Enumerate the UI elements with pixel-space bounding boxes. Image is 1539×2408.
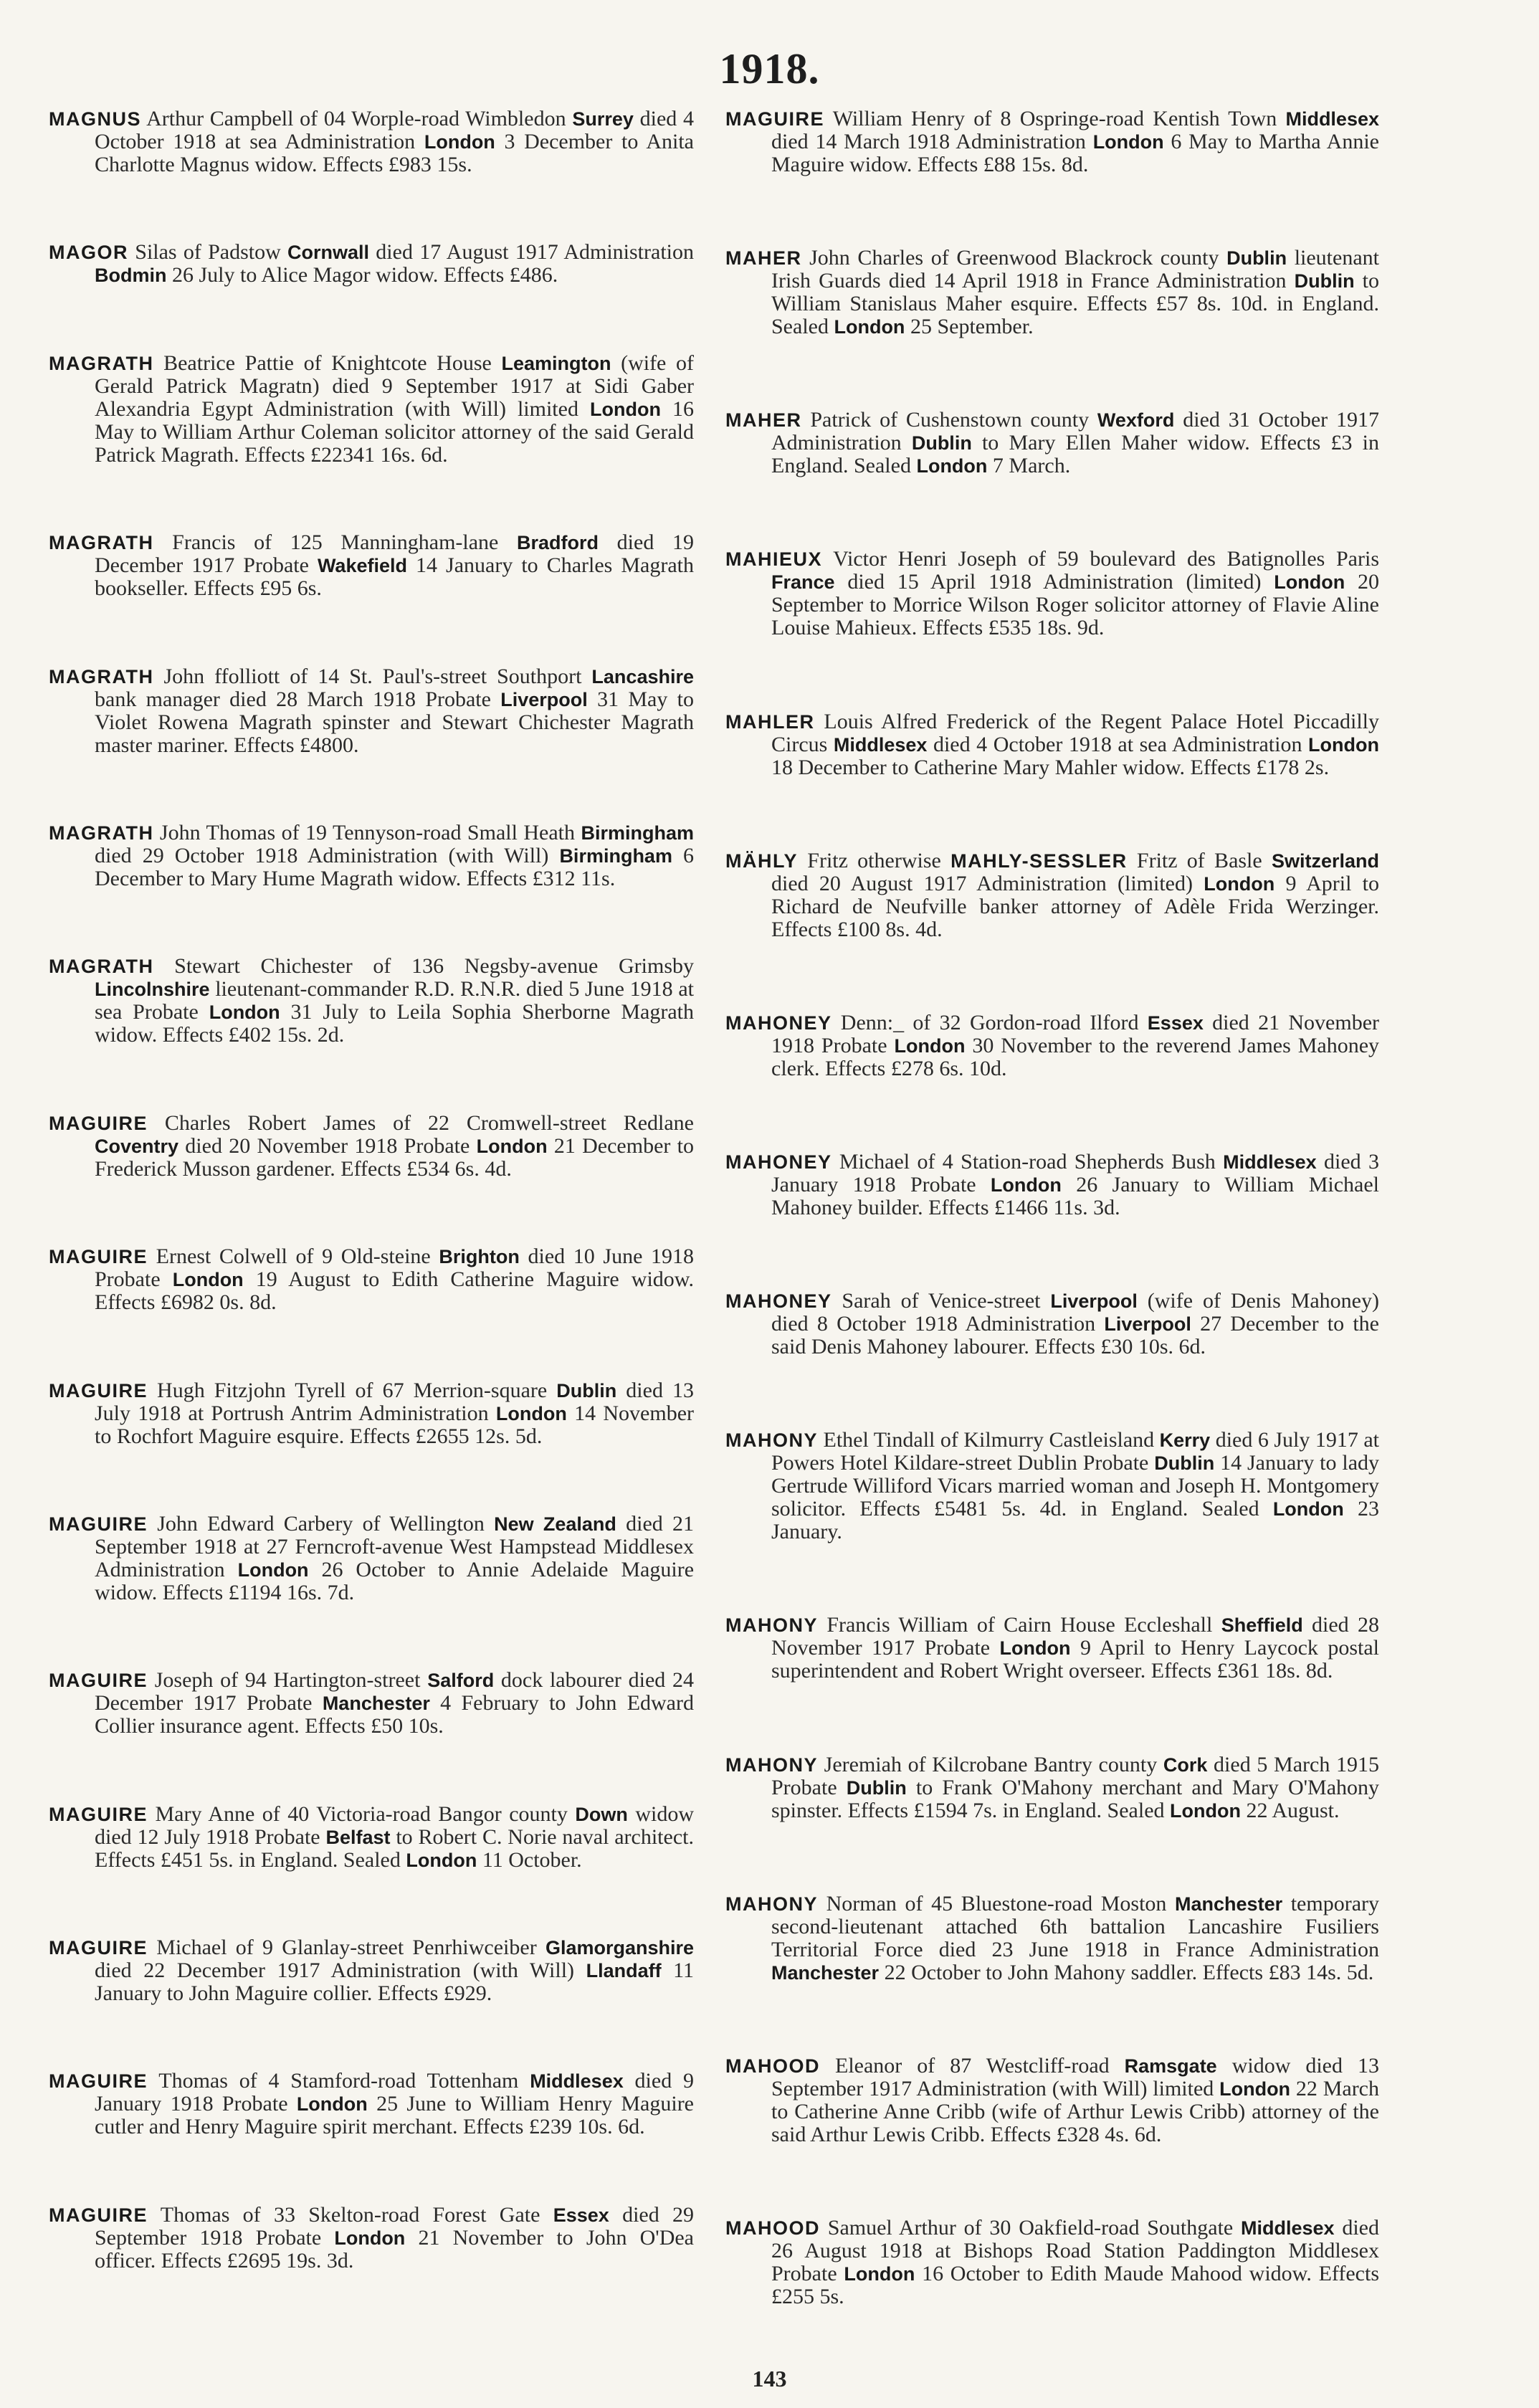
entry-text: Victor Henri Joseph of 59 boulevard des Batignolles Paris bbox=[822, 547, 1379, 571]
entry-text: Jeremiah of Kilcrobane Bantry county bbox=[818, 1752, 1163, 1776]
entry-text: 14 January to Charles Magrath bookseller. Effects £95 6s. bbox=[95, 553, 694, 601]
entry-place: Lancashire bbox=[591, 665, 694, 687]
entry-place: Dublin bbox=[1154, 1452, 1215, 1475]
entry-place: Brighton bbox=[439, 1246, 520, 1268]
entry-surname: MÄHLY bbox=[725, 850, 799, 872]
entry-place: London bbox=[894, 1034, 966, 1057]
entry-place: Essex bbox=[1147, 1012, 1204, 1034]
entry-text: Louis Alfred Frederick of the Regent Palace Hotel Piccadilly Circus bbox=[771, 709, 1379, 756]
entry-text: 25 September. bbox=[905, 315, 1034, 339]
page-number: 143 bbox=[752, 2366, 787, 2392]
entry-text: died 10 June 1918 Probate bbox=[95, 1245, 695, 1292]
entry-place: Manchester bbox=[322, 1693, 430, 1715]
entry-text: 26 October to Annie Adelaide Maguire widow. Effects £1194 16s. 7d. bbox=[95, 1557, 695, 1604]
entry-place: Middlesex bbox=[1241, 2217, 1335, 2239]
entry-text: died 15 April 1918 Administration (limited) bbox=[834, 570, 1274, 594]
entry-place: London bbox=[296, 2093, 368, 2116]
register-entry bbox=[725, 108, 1379, 176]
entry-place: Dublin bbox=[556, 1379, 617, 1402]
entry-place: London bbox=[1219, 2078, 1291, 2100]
entry-surname: MAGRATH bbox=[49, 822, 154, 844]
entry-text: died 14 March 1918 Administration bbox=[771, 130, 1093, 153]
register-entry bbox=[725, 2055, 1379, 2146]
entry-text: Ernest Colwell of 9 Old-steine bbox=[148, 1245, 439, 1269]
register-entry bbox=[725, 409, 1379, 477]
entry-place: London bbox=[172, 1269, 244, 1291]
entry-text: 14 January to lady Gertrude Williford Vicars married woman and Joseph H. Montgomery solicitor. Effects £5481 5s. 4d. in England. Sealed bbox=[771, 1451, 1380, 1521]
entry-text: 9 April to Richard de Neufville banker attorney of Adèle Frida Werzinger. Effects £100 8s. 4d. bbox=[771, 871, 1379, 941]
entry-text: 4 February to John Edward Collier insurance agent. Effects £50 10s. bbox=[95, 1691, 694, 1738]
entry-text: 6 December to Mary Hume Magrath widow. Effects £312 11s. bbox=[95, 843, 695, 890]
register-entry bbox=[49, 1803, 694, 1872]
register-entry bbox=[49, 1379, 694, 1448]
register-entry bbox=[725, 1012, 1379, 1080]
entry-place: Leamington bbox=[501, 352, 611, 374]
entry-text: 9 April to Henry Laycock postal superintendent and Robert Wright overseer. Effects £361 18s. 8d. bbox=[771, 1636, 1379, 1683]
entry-place: London bbox=[834, 316, 905, 338]
entry-surname: MAGUIRE bbox=[49, 1379, 148, 1402]
entry-text: Michael of 9 Glanlay-street Penrhiwceiber bbox=[148, 1936, 545, 1960]
entry-text: died 21 September 1918 at 27 Ferncroft-avenue West Hampstead Middlesex Administration bbox=[95, 1511, 695, 1581]
entry-text: bank manager died 28 March 1918 Probate bbox=[95, 687, 501, 711]
entry-surname: MAHER bbox=[725, 409, 802, 432]
entry-text: temporary second-lieutenant attached 6th battalion Lancashire Fusiliers Territorial Force died 23 June 1918 in France Administration bbox=[771, 1891, 1380, 1961]
entry-text: (wife of Gerald Patrick Magratn) died 9 September 1917 at Sidi Gaber Alexandria Egypt Administration (with Will) limited bbox=[95, 351, 694, 421]
left-column bbox=[49, 108, 694, 2273]
entry-text: Fritz otherwise bbox=[798, 848, 951, 872]
register-entry bbox=[49, 822, 694, 890]
entry-text: died 22 December 1917 Administration (with Will) bbox=[95, 1959, 586, 1983]
entry-text: Silas of Padstow bbox=[128, 240, 288, 265]
entry-surname: MAHIEUX bbox=[725, 548, 823, 571]
register-entry bbox=[725, 850, 1379, 941]
register-entry bbox=[725, 548, 1379, 639]
entry-text: 23 January. bbox=[771, 1497, 1380, 1544]
entry-place: London bbox=[1308, 733, 1379, 756]
entry-text: 22 August. bbox=[1241, 1798, 1340, 1822]
entry-place: Surrey bbox=[572, 108, 634, 130]
entry-place: Belfast bbox=[325, 1826, 391, 1848]
entry-place: Cornwall bbox=[287, 242, 370, 264]
entry-text: to Mary Ellen Maher widow. Effects £3 in England. Sealed bbox=[771, 431, 1379, 478]
entry-text: 26 January to William Michael Mahoney builder. Effects £1466 11s. 3d. bbox=[771, 1172, 1380, 1219]
register-entry bbox=[49, 241, 694, 287]
entry-place: London bbox=[1274, 571, 1345, 594]
register-entry bbox=[49, 108, 694, 176]
entry-text: 11 October. bbox=[477, 1847, 582, 1872]
entry-surname: MAHOOD bbox=[725, 2055, 820, 2077]
register-entry bbox=[725, 1429, 1379, 1543]
entry-surname: MAGUIRE bbox=[49, 1513, 148, 1535]
entry-place: Kerry bbox=[1159, 1429, 1211, 1452]
entry-text: Fritz of Basle bbox=[1127, 848, 1272, 872]
entry-text: died 28 November 1917 Probate bbox=[771, 1613, 1379, 1660]
entry-text: 18 December to Catherine Mary Mahler widow. Effects £178 2s. bbox=[771, 755, 1330, 779]
entry-text: 30 November to the reverend James Mahoney clerk. Effects £278 6s. 10d. bbox=[771, 1033, 1380, 1080]
entry-text: 6 May to Martha Annie Maguire widow. Effects £88 15s. 8d. bbox=[771, 130, 1379, 176]
entry-text: 22 March to Catherine Anne Cribb (wife of Arthur Lewis Cribb) attorney of the said Arthur Lewis Cribb. Effects £328 4s. 6d. bbox=[771, 2076, 1379, 2146]
entry-place: Manchester bbox=[1175, 1893, 1283, 1915]
entry-text: died 3 January 1918 Probate bbox=[771, 1149, 1379, 1196]
entry-text: 27 December to the said Denis Mahoney labourer. Effects £30 10s. 6d. bbox=[771, 1312, 1379, 1359]
entry-text: died 5 March 1915 Probate bbox=[771, 1752, 1379, 1799]
entry-text: John Thomas of 19 Tennyson-road Small Heath bbox=[153, 820, 581, 844]
entry-text: lieutenant Irish Guards died 14 April 1918 in France Administration bbox=[771, 246, 1379, 293]
entry-surname: MAGUIRE bbox=[49, 2070, 148, 2093]
register-entry bbox=[49, 2204, 694, 2273]
entry-text: John ffolliott of 14 St. Paul's-street Southport bbox=[153, 664, 592, 688]
entry-place: Middlesex bbox=[530, 2070, 624, 2093]
entry-place: London bbox=[237, 1558, 309, 1581]
entry-place: Dublin bbox=[911, 432, 972, 455]
entry-text: Beatrice Pattie of Knightcote House bbox=[153, 351, 502, 375]
entry-text: Thomas of 33 Skelton-road Forest Gate bbox=[148, 2202, 553, 2227]
entry-place: London bbox=[590, 398, 661, 420]
entry-surname: MAHOOD bbox=[725, 2217, 820, 2239]
entry-text: William Henry of 8 Ospringe-road Kentish Town bbox=[824, 107, 1286, 130]
entry-text: lieutenant-commander R.D. R.N.R. died 5 June 1918 at sea Probate bbox=[95, 977, 694, 1024]
entry-text: dock labourer died 24 December 1917 Probate bbox=[95, 1668, 694, 1715]
register-entry bbox=[49, 1936, 694, 2005]
entry-surname: MAHLER bbox=[725, 710, 815, 733]
entry-place: Liverpool bbox=[1050, 1290, 1138, 1313]
entry-surname: MAGUIRE bbox=[49, 1670, 148, 1692]
entry-surname: MAHONEY bbox=[725, 1151, 832, 1173]
entry-surname: MAGUIRE bbox=[49, 1937, 148, 1959]
register-entry bbox=[49, 1112, 694, 1181]
entry-surname: MAGRATH bbox=[49, 532, 154, 554]
entry-surname: MAGUIRE bbox=[49, 1246, 148, 1268]
entry-surname: MAHER bbox=[725, 247, 802, 270]
entry-place: Llandaff bbox=[586, 1960, 662, 1982]
entry-text: John Edward Carbery of Wellington bbox=[148, 1511, 495, 1536]
entry-place: Birmingham bbox=[559, 844, 672, 867]
register-entry bbox=[725, 1290, 1379, 1358]
entry-text: died 4 October 1918 at sea Administration bbox=[927, 732, 1309, 756]
register-entry bbox=[49, 2070, 694, 2138]
entry-place: Coventry bbox=[95, 1135, 179, 1157]
entry-text: Francis of 125 Manningham-lane bbox=[153, 530, 518, 555]
entry-place: London bbox=[844, 2262, 915, 2285]
entry-text: 31 May to Violet Rowena Magrath spinster and Stewart Chichester Magrath master mariner. Effects £4800. bbox=[95, 687, 694, 757]
register-entry bbox=[725, 247, 1379, 338]
entry-surname: MAGNUS bbox=[49, 108, 141, 130]
entry-text: widow died 13 September 1917 Administration (with Will) limited bbox=[771, 2053, 1379, 2100]
register-entry bbox=[725, 1753, 1379, 1822]
entry-place: Down bbox=[575, 1803, 628, 1825]
entry-place: Liverpool bbox=[500, 688, 588, 710]
entry-text: Mary Anne of 40 Victoria-road Bangor county bbox=[148, 1802, 576, 1826]
entry-place: Cork bbox=[1163, 1753, 1208, 1776]
entry-text: died 20 November 1918 Probate bbox=[178, 1133, 477, 1158]
entry-text: Francis William of Cairn House Eccleshall bbox=[818, 1613, 1221, 1637]
entry-text: died 26 August 1918 at Bishops Road Station Paddington Middlesex Probate bbox=[771, 2215, 1379, 2285]
entry-text: Eleanor of 87 Westcliff-road bbox=[820, 2053, 1125, 2078]
entry-place: London bbox=[1272, 1498, 1344, 1521]
entry-text: 21 November to John O'Dea officer. Effects £2695 19s. 3d. bbox=[95, 2225, 694, 2273]
entry-text: Hugh Fitzjohn Tyrell of 67 Merrion-square bbox=[148, 1378, 557, 1402]
entry-surname: MAGRATH bbox=[49, 956, 154, 978]
register-entry bbox=[49, 1245, 694, 1314]
entry-text: died 29 September 1918 Probate bbox=[95, 2202, 695, 2250]
entry-text: Patrick of Cushenstown county bbox=[801, 408, 1097, 432]
entry-text: (wife of Denis Mahoney) died 8 October 1918 Administration bbox=[771, 1289, 1379, 1336]
entry-surname: MAGRATH bbox=[49, 352, 154, 374]
entry-surname: MAHONEY bbox=[725, 1290, 832, 1313]
entry-place: Birmingham bbox=[581, 822, 694, 844]
entry-place: London bbox=[990, 1174, 1062, 1196]
register-entry bbox=[725, 1614, 1379, 1683]
entry-surname: MAGOR bbox=[49, 242, 128, 264]
entry-place: Sheffield bbox=[1221, 1614, 1303, 1637]
entry-place: London bbox=[916, 455, 988, 477]
entry-place: London bbox=[424, 131, 495, 153]
entry-text: 14 November to Rochfort Maguire esquire. Effects £2655 12s. 5d. bbox=[95, 1401, 694, 1448]
entry-text: died 13 July 1918 at Portrush Antrim Administration bbox=[95, 1378, 694, 1425]
entry-surname: MAGUIRE bbox=[49, 2204, 148, 2226]
entry-place: London bbox=[1092, 131, 1164, 153]
entry-place: London bbox=[406, 1849, 477, 1871]
entry-place: Switzerland bbox=[1271, 850, 1379, 872]
entry-text: Ethel Tindall of Kilmurry Castleisland bbox=[818, 1428, 1160, 1452]
entry-text: 22 October to John Mahony saddler. Effects £83 14s. 5d. bbox=[879, 1960, 1374, 1984]
entry-text: Charles Robert James of 22 Cromwell-street Redlane bbox=[148, 1110, 694, 1135]
register-entry bbox=[49, 1513, 694, 1604]
entry-place: Middlesex bbox=[1285, 108, 1379, 130]
entry-text: Stewart Chichester of 136 Negsby-avenue Grimsby bbox=[153, 954, 694, 979]
entry-place: Salford bbox=[427, 1670, 495, 1692]
page-year-heading: 1918. bbox=[719, 45, 820, 92]
entry-text: Sarah of Venice-street bbox=[832, 1289, 1051, 1313]
entry-text: died 29 October 1918 Administration (with Will) bbox=[95, 843, 560, 867]
entry-text: Denn:_ of 32 Gordon-road Ilford bbox=[832, 1010, 1148, 1034]
entry-text: died 4 October 1918 at sea Administration bbox=[95, 107, 694, 153]
entry-text: 31 July to Leila Sophia Sherborne Magrath widow. Effects £402 15s. 2d. bbox=[95, 1000, 695, 1047]
entry-place: Wakefield bbox=[317, 555, 407, 577]
entry-place: London bbox=[1170, 1799, 1241, 1822]
entry-place: New Zealand bbox=[494, 1513, 616, 1535]
entry-text: 25 June to William Henry Maguire cutler and Henry Maguire spirit merchant. Effects £239 10s. 6d. bbox=[95, 2092, 694, 2139]
register-entry bbox=[49, 1669, 694, 1738]
entry-place: London bbox=[1204, 872, 1275, 895]
entry-place: Dublin bbox=[846, 1776, 907, 1799]
entry-text: 21 December to Frederick Musson gardener. Effects £534 6s. 4d. bbox=[95, 1133, 694, 1181]
entry-place: Bradford bbox=[517, 532, 599, 554]
entry-text: Norman of 45 Bluestone-road Moston bbox=[818, 1891, 1176, 1916]
entry-text: Thomas of 4 Stamford-road Tottenham bbox=[148, 2069, 530, 2093]
entry-surname: MAGUIRE bbox=[49, 1112, 148, 1134]
register-entry bbox=[49, 955, 694, 1047]
entry-text: died 21 November 1918 Probate bbox=[771, 1010, 1380, 1057]
entry-place: Middlesex bbox=[833, 733, 928, 756]
entry-text: to Frank O'Mahony merchant and Mary O'Mahony spinster. Effects £1594 7s. in England. Sealed bbox=[771, 1775, 1380, 1822]
entry-place: London bbox=[476, 1135, 548, 1157]
register-entry bbox=[725, 710, 1379, 779]
entry-surname: MAHONY bbox=[725, 1614, 818, 1637]
entry-text: died 9 January 1918 Probate bbox=[95, 2069, 694, 2116]
entry-place: Bodmin bbox=[95, 265, 167, 287]
entry-text: John Charles of Greenwood Blackrock county bbox=[801, 246, 1227, 270]
entry-text: died 17 August 1917 Administration bbox=[369, 240, 694, 265]
entry-place: London bbox=[999, 1637, 1071, 1660]
entry-place: Dublin bbox=[1294, 270, 1355, 292]
entry-text: died 31 October 1917 Administration bbox=[771, 408, 1379, 455]
entry-text: 7 March. bbox=[987, 454, 1071, 478]
entry-surname: MAGUIRE bbox=[725, 108, 824, 130]
entry-place: London bbox=[495, 1402, 567, 1424]
entry-text: 16 May to William Arthur Coleman solicitor attorney of the said Gerald Patrick Magrath. Effects £22341 16s. 6d. bbox=[95, 396, 694, 467]
entry-text: died 6 July 1917 at Powers Hotel Kildare-street Dublin Probate bbox=[771, 1428, 1380, 1475]
entry-text: Arthur Campbell of 04 Worple-road Wimbledon bbox=[141, 107, 573, 130]
entry-place: London bbox=[334, 2227, 406, 2249]
entry-text: 16 October to Edith Maude Mahood widow. Effects £255 5s. bbox=[771, 2261, 1380, 2308]
right-column bbox=[725, 108, 1379, 2308]
entry-surname: MAHONY bbox=[725, 1429, 818, 1452]
entry-text: 26 July to Alice Magor widow. Effects £486. bbox=[166, 263, 558, 287]
entry-text: 11 January to John Maguire collier. Effects £929. bbox=[95, 1959, 695, 2006]
entry-text: Joseph of 94 Hartington-street bbox=[148, 1668, 428, 1693]
register-entry bbox=[49, 665, 694, 757]
entry-surname: MAGUIRE bbox=[49, 1803, 148, 1825]
entry-text: Michael of 4 Station-road Shepherds Bush bbox=[832, 1149, 1224, 1174]
entry-surname: MAHONY bbox=[725, 1753, 818, 1776]
entry-place: London bbox=[209, 1001, 280, 1024]
entry-place: Middlesex bbox=[1223, 1151, 1317, 1173]
entry-place: France bbox=[771, 571, 835, 594]
entry-place: Lincolnshire bbox=[95, 979, 210, 1001]
register-entry bbox=[725, 1893, 1379, 1984]
register-entry bbox=[725, 1151, 1379, 1219]
entry-place: Manchester bbox=[771, 1961, 880, 1984]
entry-text: died 19 December 1917 Probate bbox=[95, 530, 694, 578]
register-entry bbox=[49, 352, 694, 467]
entry-text: 20 September to Morrice Wilson Roger solicitor attorney of Flavie Aline Louise Mahieux. Effects £535 18s. 9d. bbox=[771, 570, 1380, 640]
entry-text: 19 August to Edith Catherine Maguire widow. Effects £6982 0s. 8d. bbox=[95, 1267, 694, 1315]
entry-alias-name: MAHLY-SESSLER bbox=[950, 850, 1128, 872]
entry-place: Dublin bbox=[1226, 247, 1287, 270]
entry-text: Samuel Arthur of 30 Oakfield-road Southgate bbox=[820, 2215, 1242, 2240]
entry-surname: MAHONY bbox=[725, 1893, 818, 1915]
register-entry bbox=[49, 531, 694, 600]
entry-text: died 20 August 1917 Administration (limited) bbox=[771, 871, 1204, 895]
entry-text: 3 December to Anita Charlotte Magnus widow. Effects £983 15s. bbox=[95, 130, 694, 176]
entry-place: Glamorganshire bbox=[545, 1937, 694, 1959]
entry-surname: MAHONEY bbox=[725, 1012, 832, 1034]
entry-surname: MAGRATH bbox=[49, 665, 154, 687]
entry-place: Wexford bbox=[1097, 409, 1175, 432]
entry-text: to Robert C. Norie naval architect. Effects £451 5s. in England. Sealed bbox=[95, 1824, 694, 1872]
register-entry bbox=[725, 2217, 1379, 2308]
entry-text: to William Stanislaus Maher esquire. Effects £57 8s. 10d. in England. Sealed bbox=[771, 269, 1379, 339]
entry-place: Ramsgate bbox=[1124, 2055, 1217, 2077]
entry-text: widow died 12 July 1918 Probate bbox=[95, 1802, 694, 1849]
entry-place: Essex bbox=[553, 2204, 609, 2226]
entry-place: Liverpool bbox=[1104, 1313, 1191, 1336]
